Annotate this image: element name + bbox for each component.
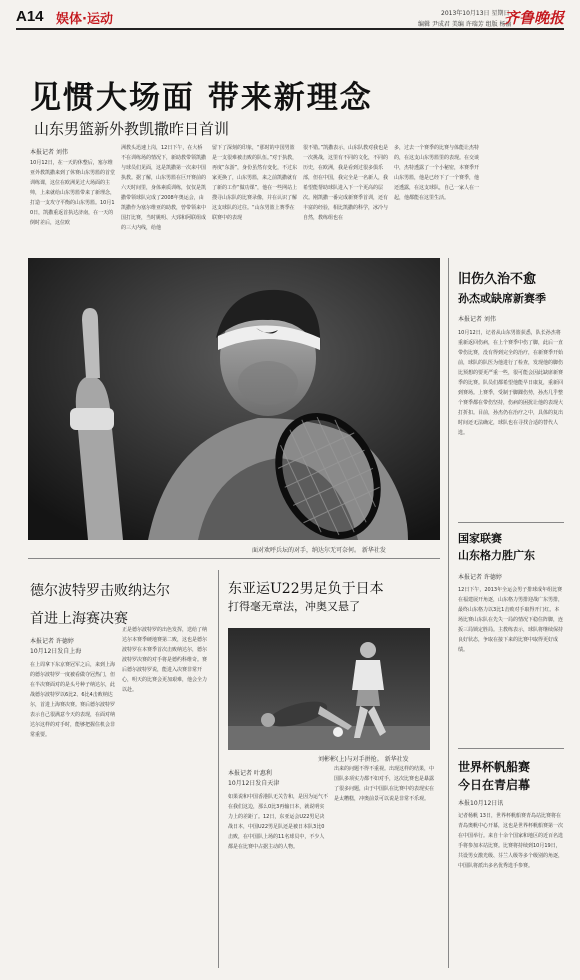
lead-col-5: 多，过去一个赛季的比赛与体能让杰特的，在这支山东男篮里的表现。在交谈中，杰特透露了一个小秘密，本赛季开山东男篮，他是已经下了一个赛季，他还透露，在这支球队，自己一家人在一起，他都能在这里生活。 — [394, 145, 480, 201]
article2-headline-line1: 德尔波特罗击败纳达尔 — [30, 583, 170, 599]
sidebar1-byline: 本报记者 刘伟 — [458, 316, 496, 323]
sidebar3-subtitle: 今日在青启幕 — [458, 778, 531, 792]
sidebar-divider — [448, 258, 449, 968]
lead-col-1: 10月12日，在一天的休整后，塞尔维亚外教凯撒来到了休赛山东男篮的首堂训练课，这位在欧洲见过大场面的主帅，上来就给山东男篮带来了新理念，打造一支攻守平衡的山东男篮。10月10日，凯撒重返首执达济南，在一天的倒时差后，这位欧 — [30, 160, 116, 226]
lead-subhead: 山东男篮新外教凯撒昨日首训 — [34, 120, 230, 138]
sidebar-rule-1 — [458, 522, 564, 523]
article2-col-1: 在上周拿下东京赛冠军之后，来到上海的德尔波特罗一度被看做夺冠热门，但在半决赛面对的是头号种子纳达尔，此战德尔波特罗以6比2、6比4击败纳达尔，首进上海赛决赛。赛后德尔波特罗表示自己很满意今天的表现，在面对纳达尔这样的对手时，能够把握住机会非常重要。 — [30, 662, 116, 738]
sidebar1-body: 10月12日，记者从山东男篮获悉，队长孙杰将重新返回伤病，在上个赛季中伤了脚，此后一直带伤比赛，没有得到完全的治疗，在新赛季开始前，球队的队医为他进行了检查，发现他的脚伤比预想的要更严重一些，很可能会因此缺席新赛季的比赛。队员们都希望他能早日康复，重新回到赛场。上赛季，受制于脚踝伤势，孙杰几乎整个赛季都在带伤坚持，伤病的困扰让他的表现大打折扣。目前，孙杰仍在治疗之中，具体的复出时间还无法确定，球队也在寻找合适的替代人选。 — [458, 330, 564, 436]
sidebar3-title: 世界杯帆船赛 — [458, 760, 531, 774]
lead-headline: 见惯大场面 带来新理念 — [30, 80, 373, 116]
lead-photo-caption: 面对欢呼兵坛的对手，纳达尔无可奈何。 新华社发 — [252, 547, 386, 554]
lead-col-3: 留下了深刻的印象，“那时的中国男篮是一支很难被击败的队伍。”对于执教，再度“东游”，身份虽然有变化，不过东家更换了，山东男篮，来之前凯撒就有了新的工作“做功课”，他在一些网站上搜寻山东队的比赛录像，并在认识了解这支球队的过往。“山东男篮上赛季在联赛中的表现 — [212, 145, 298, 221]
sidebar-rule-2 — [458, 748, 564, 749]
football-photo-caption: 刘彬彬(上)与对手拼抢。 新华社发 — [318, 756, 409, 763]
section-title: 娱体·运动 — [56, 12, 113, 27]
article-divider — [218, 570, 219, 968]
article3-headline: 东亚运U22男足负于日本 — [228, 581, 384, 597]
sidebar3-body: 记者杨帆 13日，世界杯帆船赛青岛站比赛将在青岛奥帆中心开幕，这也是世界杯帆船赛第一次在中国举行。来自十余个国家和地区的近百名选手将参加本站比赛。比赛将持续到10月19日，共设男女激光级、芬兰人级等多个级别的角逐，中国队将派出多名优秀选手参赛。 — [458, 813, 564, 869]
article3-dateline: 10月12日发自天津 — [228, 780, 280, 787]
header-rule — [16, 28, 564, 30]
article3-col-2: 出来的问题不得不重视。出现这样的结果，中国队多项实力都不如对手，这次比赛也是暴露了很多问题，由于中国队在比赛中的表现实在是太糟糕，冲奥前景可以说是非常不乐观。 — [334, 766, 434, 802]
lead-photo — [28, 258, 440, 540]
article3-byline: 本报记者 叶惠利 — [228, 770, 272, 777]
football-photo — [228, 628, 430, 750]
sidebar2-body: 12日下午，2013年全运会男子排球成年组比赛在福建展开角逐，山东格力男排迎战广东男排，最终山东格力以3比1击败对手取得开门红。本场比赛山东队在先失一局的情况下稳住阵脚，连扳三局锁定胜局。主教练表示，球队将继续保持良好状态，争取在接下来的比赛中取得更好成绩。 — [458, 587, 564, 653]
lead-byline: 本报记者 刘伟 — [30, 149, 68, 156]
page-number: A14 — [16, 8, 44, 25]
article2-col-2: 正是德尔波特罗的出色发挥，送给了纳达尔本赛季硬地赛第二败，这也是德尔波特罗在本赛季首次击败纳达尔，德尔波特罗决赛的对手将是德约科维奇。赛后德尔波特罗说，能进入决赛非常开心，明天的比赛会更加艰难，他会全力以赴。 — [122, 627, 208, 693]
article3-col-1: 如果说和中国香港队无关告和，是因为运气不在我们这边，那么0比3再输日本，就说明实力上的差距了。12日，东亚运会U22男足决战日本，中国U22男足队还是被日本队3比0击败，在中国队上场的11名球员中，不少人都是在比赛中占据主动的人物。 — [228, 794, 328, 850]
lead-col-4: 很不错。”凯撒表示，山东队教对我也是一次挑战，这里有不同的文化，不同的历史，在欧洲，我是看到过很多俱乐部，但在中国，我完全是一名新人，我希望能帮助球队进入下一个更高的层次。刚凯撒一番完成新赛季首训，还有丰富的经验，相比凯撒的科学，冰冷与自然，教练组也在 — [303, 145, 389, 221]
sidebar2-subtitle: 山东格力胜广东 — [458, 549, 535, 562]
article2-dateline: 10月12日发自上海 — [30, 648, 82, 655]
page-header — [16, 6, 564, 30]
issue-date: 2013年10月13日 星期日 — [441, 10, 510, 17]
sidebar3-byline: 本报10月12日讯 — [458, 800, 504, 807]
sidebar1-subtitle: 孙杰或缺席新赛季 — [458, 292, 546, 305]
sidebar2-byline: 本报记者 许德婷 — [458, 574, 502, 581]
section-rule — [28, 558, 440, 559]
article2-byline: 本报记者 许德婷 — [30, 638, 74, 645]
editors-line: 编辑 尹成君 美编 许瑞芳 组版 杨丽 — [418, 21, 512, 28]
newspaper-logo: 齐鲁晚报 — [503, 9, 564, 27]
tennis-player-image — [28, 258, 440, 540]
sidebar1-title: 旧伤久治不愈 — [458, 272, 537, 287]
lead-col-2: 洲教头迅速上岗，12日下午，在大桥不在训练场的情况下，新助教带领凯撒与球员们见面，这是凯撒第一次来中国执教。据了解，山东男篮在巨开赛前的六天时间里，身体素质训练，仅仅是凯撒带领球队完成了2008年奥运会，由凯撒作为塞尔维亚的助教，曾带领来中国打比赛，当时姚明、大郅和阿联组成的三大内线，给他 — [121, 145, 207, 231]
article2-headline-line2: 首进上海赛决赛 — [30, 611, 128, 627]
sidebar2-title: 国家联赛 — [458, 532, 502, 545]
article3-subhead: 打得毫无章法，冲奥又悬了 — [228, 600, 360, 613]
football-players-image — [228, 628, 430, 750]
